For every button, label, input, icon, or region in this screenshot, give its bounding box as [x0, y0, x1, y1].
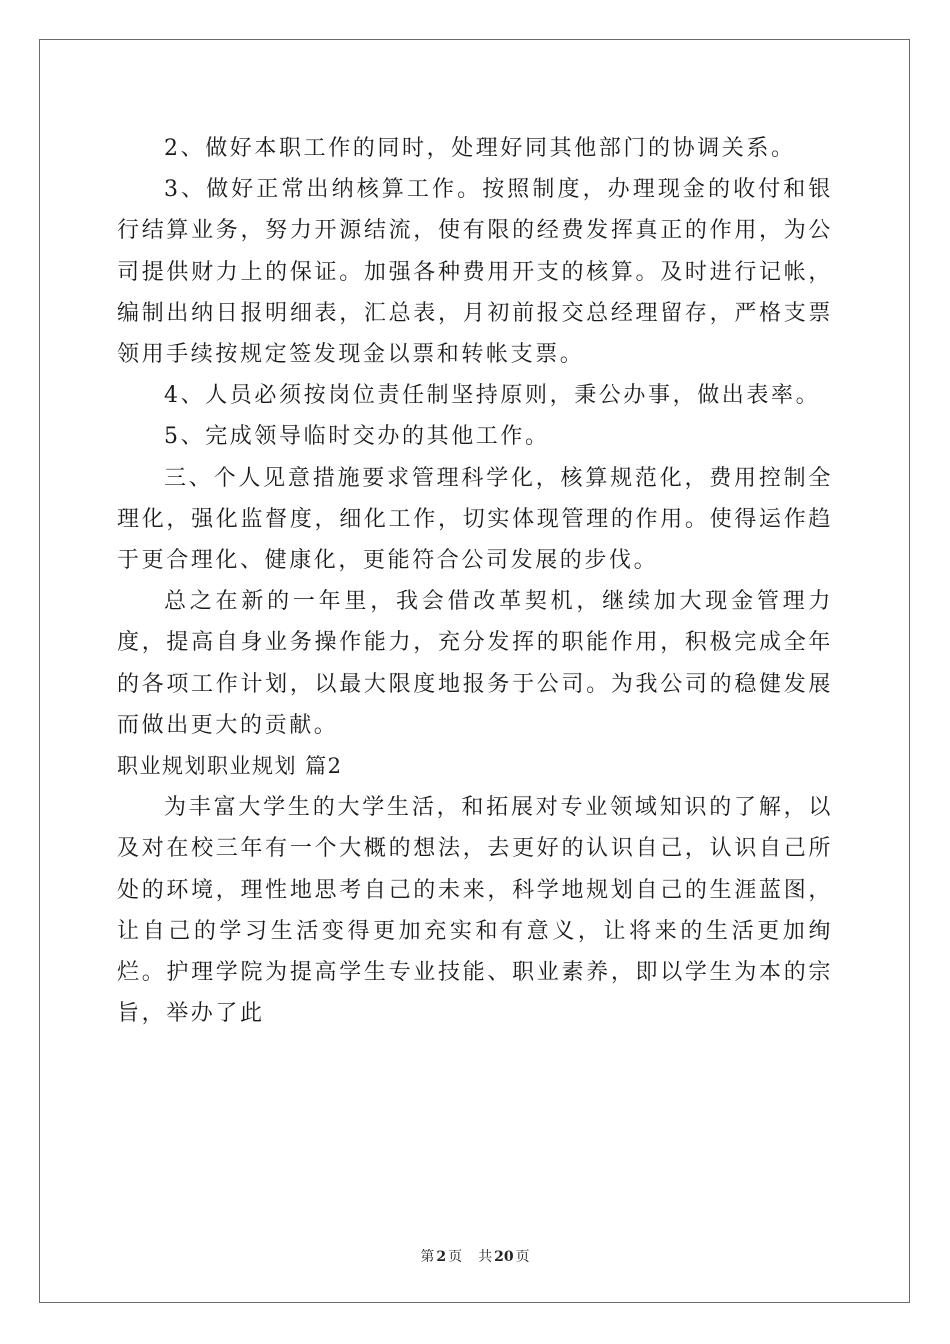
- footer-page-prefix: 第: [420, 1249, 435, 1265]
- paragraph: 4、人员必须按岗位责任制坚持原则，秉公办事，做出表率。: [164, 383, 821, 409]
- paragraph: 三、个人见意措施要求管理科学化，核算规范化，费用控制全理化，强化监督度，细化工作，切实体现管理的作用。使得运作趋于更合理化、健康化，更能符合公司发展的步伐。: [117, 465, 833, 574]
- paragraph: 5、完成领导临时交办的其他工作。: [164, 424, 550, 450]
- footer-total-pages: 20: [494, 1249, 514, 1265]
- footer-total-suffix: 页: [515, 1249, 530, 1265]
- footer-current-page: 2: [436, 1249, 447, 1265]
- page-footer: [0, 1246, 950, 1266]
- footer-page-suffix: 页: [448, 1249, 463, 1265]
- document-body: [117, 128, 833, 1034]
- section-heading: 职业规划职业规划 篇2: [117, 754, 343, 779]
- paragraph: 2、做好本职工作的同时，处理好同其他部门的协调关系。: [164, 136, 796, 161]
- paragraph: 为丰富大学生的大学生活，和拓展对专业领域知识的了解，以及对在校三年有一个大概的想法，去更好的认识自己，认识自己所处的环境，理性地思考自己的未来，科学地规划自己的生涯蓝图，让自己的学习生活变得更加充实和有意义，让将来的生活更加绚烂。护理学院为提高学生专业技能、职业素养，即以学生为本的宗旨，举办了此: [117, 795, 833, 1027]
- footer-total-prefix: 共: [478, 1249, 493, 1265]
- paragraph: 总之在新的一年里，我会借改革契机，继续加大现金管理力度，提高自身业务操作能力，充分发挥的职能作用，积极完成全年的各项工作计划，以最大限度地报务于公司。为我公司的稳健发展而做出更大的贡献。: [117, 589, 833, 738]
- paragraph: 3、做好正常出纳核算工作。按照制度，办理现金的收付和银行结算业务，努力开源结流，使有限的经费发挥真正的作用，为公司提供财力上的保证。加强各种费用开支的核算。及时进行记帐，编制出纳日报明细表，汇总表，月初前报交总经理留存，严格支票领用手续按规定签发现金以票和转帐支票。: [117, 177, 833, 368]
